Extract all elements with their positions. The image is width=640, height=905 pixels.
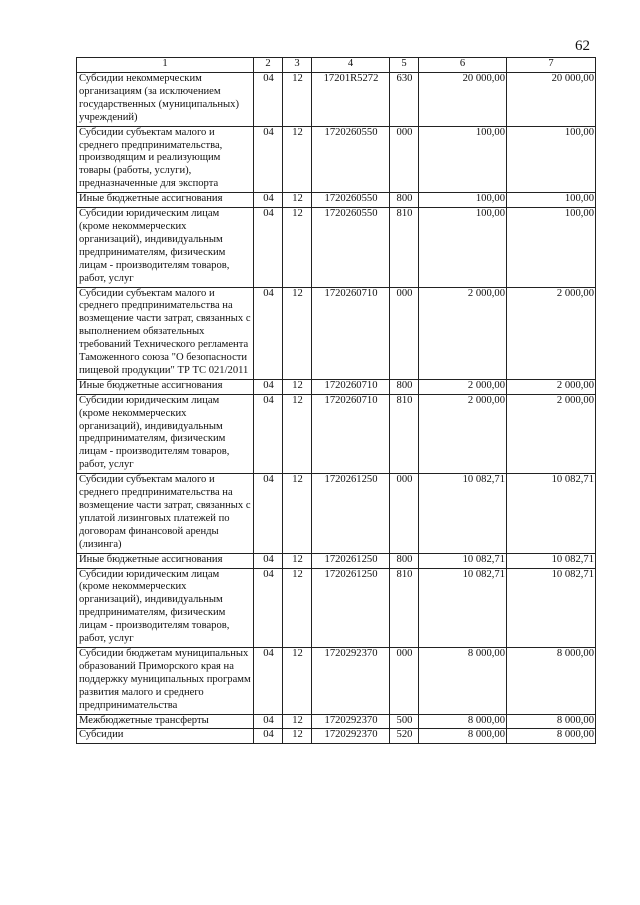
expense-type-code: 800 xyxy=(390,193,419,208)
target-article-code: 1720260550 xyxy=(312,208,390,287)
amount-plan: 10 082,71 xyxy=(419,568,507,647)
subsection-code: 12 xyxy=(283,287,312,379)
row-description: Субсидии субъектам малого и среднего предпринимательства на возмещение части затрат, связанных с уплатой лизинговых платежей по договорам финансовой аренды (лизинга) xyxy=(77,474,254,553)
amount-actual: 2 000,00 xyxy=(507,379,596,394)
expense-type-code: 800 xyxy=(390,553,419,568)
budget-table xyxy=(76,57,596,744)
amount-actual: 10 082,71 xyxy=(507,474,596,553)
section-code: 04 xyxy=(254,714,283,729)
amount-actual: 8 000,00 xyxy=(507,729,596,744)
amount-actual: 100,00 xyxy=(507,208,596,287)
section-code: 04 xyxy=(254,193,283,208)
section-code: 04 xyxy=(254,208,283,287)
section-code: 04 xyxy=(254,394,283,473)
expense-type-code: 000 xyxy=(390,647,419,714)
row-description: Субсидии бюджетам муниципальных образований Приморского края на поддержку муниципальных программ развития малого и среднего предпринимательства xyxy=(77,647,254,714)
table-body xyxy=(77,73,596,744)
expense-type-code: 000 xyxy=(390,126,419,193)
amount-actual: 2 000,00 xyxy=(507,394,596,473)
target-article-code: 1720292370 xyxy=(312,647,390,714)
expense-type-code: 810 xyxy=(390,568,419,647)
amount-actual: 100,00 xyxy=(507,126,596,193)
subsection-code: 12 xyxy=(283,714,312,729)
table-row xyxy=(77,553,596,568)
section-code: 04 xyxy=(254,287,283,379)
column-header: 5 xyxy=(390,58,419,73)
table-row xyxy=(77,208,596,287)
target-article-code: 1720261250 xyxy=(312,474,390,553)
target-article-code: 1720261250 xyxy=(312,553,390,568)
table-row xyxy=(77,193,596,208)
subsection-code: 12 xyxy=(283,394,312,473)
section-code: 04 xyxy=(254,73,283,127)
target-article-code: 1720260710 xyxy=(312,394,390,473)
amount-plan: 8 000,00 xyxy=(419,714,507,729)
table-row xyxy=(77,568,596,647)
row-description: Субсидии юридическим лицам (кроме некоммерческих организаций), индивидуальным предпринимателям, физическим лицам - производителям товаров, работ, услуг xyxy=(77,208,254,287)
expense-type-code: 810 xyxy=(390,208,419,287)
section-code: 04 xyxy=(254,647,283,714)
amount-actual: 20 000,00 xyxy=(507,73,596,127)
target-article-code: 1720260710 xyxy=(312,287,390,379)
expense-type-code: 520 xyxy=(390,729,419,744)
row-description: Субсидии некоммерческим организациям (за исключением государственных (муниципальных) учреждений) xyxy=(77,73,254,127)
amount-actual: 8 000,00 xyxy=(507,714,596,729)
table-row xyxy=(77,379,596,394)
section-code: 04 xyxy=(254,553,283,568)
table-row xyxy=(77,287,596,379)
target-article-code: 1720292370 xyxy=(312,714,390,729)
expense-type-code: 500 xyxy=(390,714,419,729)
amount-plan: 100,00 xyxy=(419,193,507,208)
amount-actual: 10 082,71 xyxy=(507,553,596,568)
target-article-code: 17201R5272 xyxy=(312,73,390,127)
section-code: 04 xyxy=(254,379,283,394)
amount-plan: 8 000,00 xyxy=(419,647,507,714)
amount-plan: 2 000,00 xyxy=(419,394,507,473)
subsection-code: 12 xyxy=(283,474,312,553)
amount-actual: 100,00 xyxy=(507,193,596,208)
column-header: 6 xyxy=(419,58,507,73)
table-row xyxy=(77,714,596,729)
subsection-code: 12 xyxy=(283,729,312,744)
table-row xyxy=(77,394,596,473)
row-description: Иные бюджетные ассигнования xyxy=(77,193,254,208)
subsection-code: 12 xyxy=(283,193,312,208)
subsection-code: 12 xyxy=(283,73,312,127)
subsection-code: 12 xyxy=(283,553,312,568)
amount-plan: 2 000,00 xyxy=(419,379,507,394)
target-article-code: 1720261250 xyxy=(312,568,390,647)
column-header: 2 xyxy=(254,58,283,73)
target-article-code: 1720292370 xyxy=(312,729,390,744)
section-code: 04 xyxy=(254,729,283,744)
expense-type-code: 000 xyxy=(390,474,419,553)
amount-plan: 10 082,71 xyxy=(419,553,507,568)
column-header: 1 xyxy=(77,58,254,73)
amount-plan: 8 000,00 xyxy=(419,729,507,744)
subsection-code: 12 xyxy=(283,208,312,287)
row-description: Иные бюджетные ассигнования xyxy=(77,379,254,394)
expense-type-code: 000 xyxy=(390,287,419,379)
row-description: Межбюджетные трансферты xyxy=(77,714,254,729)
amount-plan: 20 000,00 xyxy=(419,73,507,127)
expense-type-code: 630 xyxy=(390,73,419,127)
expense-type-code: 810 xyxy=(390,394,419,473)
row-description: Субсидии юридическим лицам (кроме некоммерческих организаций), индивидуальным предпринимателям, физическим лицам - производителям товаров, работ, услуг xyxy=(77,568,254,647)
subsection-code: 12 xyxy=(283,126,312,193)
column-header: 7 xyxy=(507,58,596,73)
section-code: 04 xyxy=(254,126,283,193)
expense-type-code: 800 xyxy=(390,379,419,394)
amount-plan: 100,00 xyxy=(419,208,507,287)
page-number: 62 xyxy=(575,38,590,54)
row-description: Иные бюджетные ассигнования xyxy=(77,553,254,568)
row-description: Субсидии субъектам малого и среднего предпринимательства на возмещение части затрат, связанных с выполнением обязательных требований Технического регламента Таможенного союза "О безопасности пищевой продукции" ТР ТС 021/2011 xyxy=(77,287,254,379)
row-description: Субсидии xyxy=(77,729,254,744)
target-article-code: 1720260550 xyxy=(312,193,390,208)
amount-actual: 8 000,00 xyxy=(507,647,596,714)
section-code: 04 xyxy=(254,474,283,553)
row-description: Субсидии субъектам малого и среднего предпринимательства, производящим и реализующим товары (работы, услуги), предназначенные для экспорта xyxy=(77,126,254,193)
table-row xyxy=(77,474,596,553)
table-header-row xyxy=(77,58,596,73)
column-header: 4 xyxy=(312,58,390,73)
subsection-code: 12 xyxy=(283,647,312,714)
subsection-code: 12 xyxy=(283,568,312,647)
subsection-code: 12 xyxy=(283,379,312,394)
section-code: 04 xyxy=(254,568,283,647)
table-row xyxy=(77,647,596,714)
table-row xyxy=(77,73,596,127)
amount-plan: 100,00 xyxy=(419,126,507,193)
table-row xyxy=(77,729,596,744)
amount-plan: 2 000,00 xyxy=(419,287,507,379)
row-description: Субсидии юридическим лицам (кроме некоммерческих организаций), индивидуальным предпринимателям, физическим лицам - производителям товаров, работ, услуг xyxy=(77,394,254,473)
table-row xyxy=(77,126,596,193)
target-article-code: 1720260710 xyxy=(312,379,390,394)
amount-plan: 10 082,71 xyxy=(419,474,507,553)
column-header: 3 xyxy=(283,58,312,73)
amount-actual: 10 082,71 xyxy=(507,568,596,647)
amount-actual: 2 000,00 xyxy=(507,287,596,379)
target-article-code: 1720260550 xyxy=(312,126,390,193)
